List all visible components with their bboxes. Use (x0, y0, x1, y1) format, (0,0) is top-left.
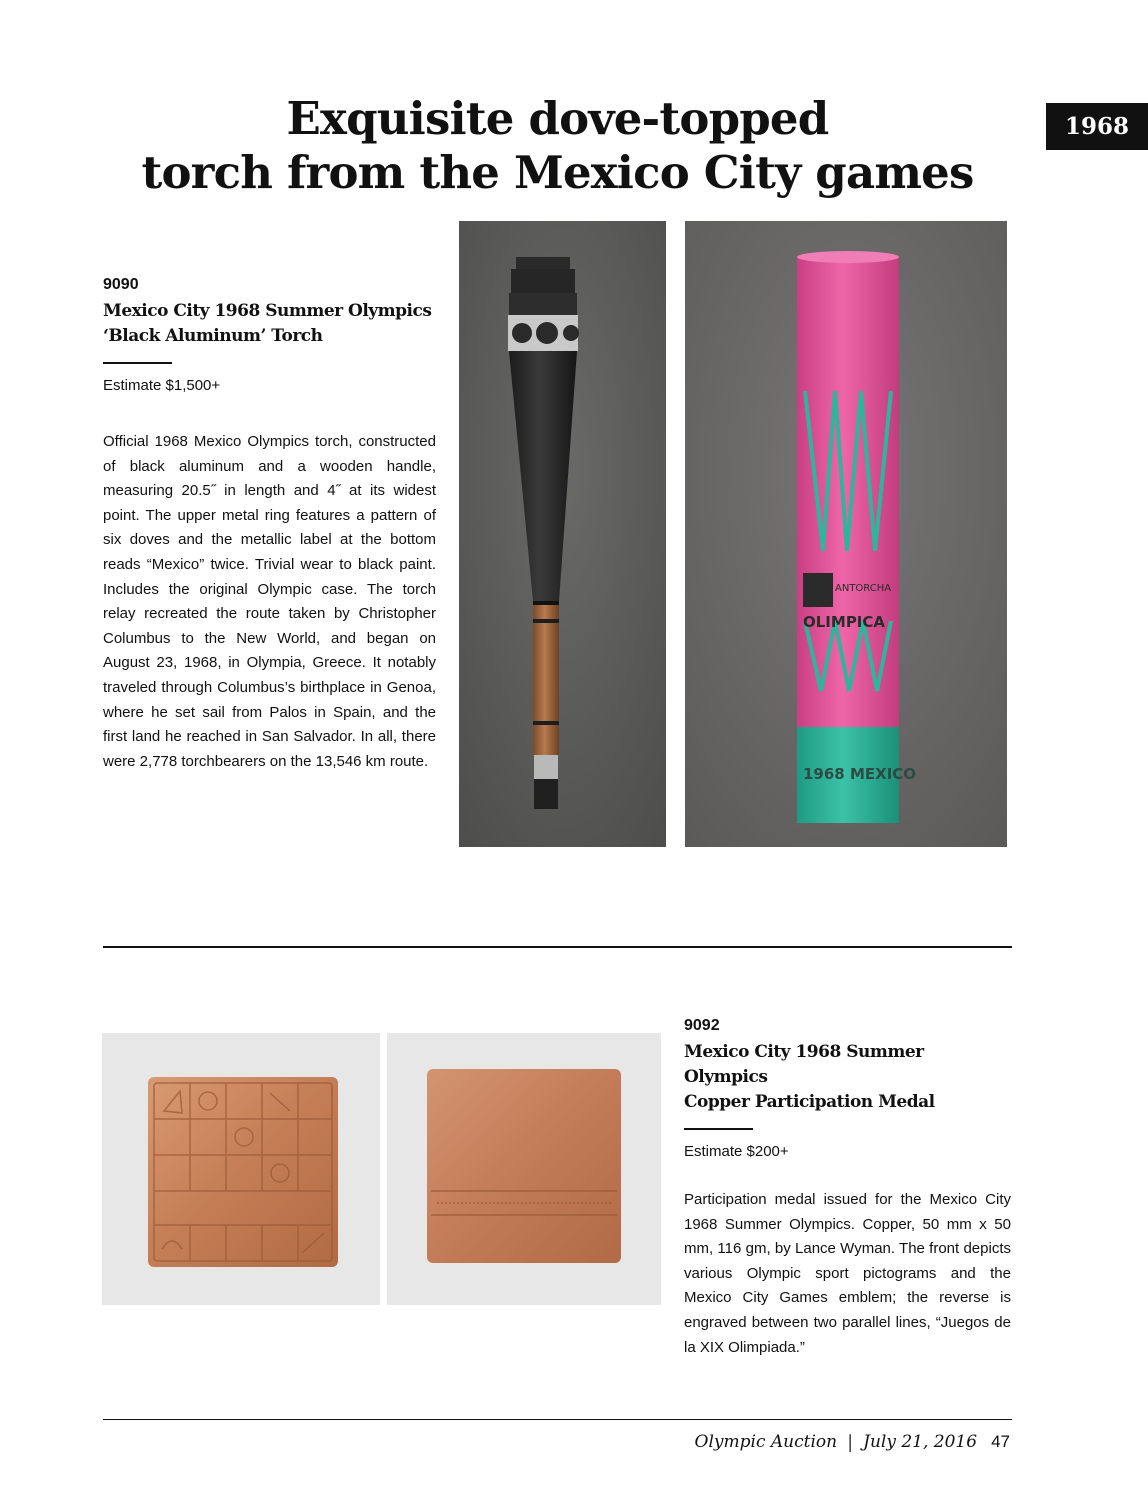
torch-case-illustration (685, 221, 1007, 847)
page-number: 47 (991, 1432, 1010, 1451)
lot-9090 (103, 275, 436, 774)
lot-number: 9092 (684, 1017, 720, 1034)
medal-back-photo (387, 1033, 661, 1305)
footer-date: July 21, 2016 (863, 1432, 978, 1452)
lot-title-line-1: Mexico City 1968 Summer Olympics (103, 301, 432, 321)
lot-title (684, 1040, 1011, 1115)
lot-title (103, 299, 436, 349)
lot-title-line-2: ‘Black Aluminum’ Torch (103, 326, 323, 346)
page-title (130, 92, 985, 200)
section-divider (103, 946, 1012, 948)
lot-estimate: Estimate $200+ (684, 1143, 789, 1160)
case-bottom-label: 1968 MEXICO (803, 765, 917, 783)
footer-divider (103, 1419, 1012, 1420)
title-divider (103, 362, 172, 364)
page-title-line-1: Exquisite dove-topped (286, 92, 829, 145)
title-divider (684, 1128, 753, 1130)
case-label-line-1: ANTORCHA (835, 583, 892, 594)
torch-case-photo (685, 221, 1007, 847)
footer-separator: | (847, 1431, 854, 1453)
page-footer (695, 1430, 1010, 1454)
lot-description: Official 1968 Mexico Olympics torch, constructed of black aluminum and a wooden handle, measuring 20.5˝ in length and 4˝ at its widest point. The upper metal ring features a pattern of six doves and the metallic label at the bottom reads “Mexico” twice. Trivial wear to black paint. Includes the original Olympic case. The torch relay recreated the route taken by Christopher Columbus to the New World, and began on August 23, 1968, in Olympia, Greece. It notably traveled through Columbus’s birthplace in Genoa, where he set sail from Palos in Spain, and the first land he reached in San Salvador. In all, there were 2,778 torchbearers on the 13,546 km route. (103, 433, 436, 770)
case-label-line-2: OLIMPICA (803, 613, 886, 631)
lot-estimate: Estimate $1,500+ (103, 377, 221, 394)
footer-publication: Olympic Auction (694, 1432, 838, 1452)
torch-photo (459, 221, 666, 847)
lot-number: 9090 (103, 276, 139, 293)
page-title-line-2: torch from the Mexico City games (141, 146, 974, 199)
lot-title-line-1: Mexico City 1968 Summer Olympics (684, 1042, 924, 1087)
lot-9092 (684, 1016, 1011, 1360)
medal-front-photo (102, 1033, 380, 1305)
medal-back-illustration (387, 1033, 661, 1305)
torch-illustration (459, 221, 666, 847)
lot-title-line-2: Copper Participation Medal (684, 1092, 935, 1112)
lot-description: Participation medal issued for the Mexico City 1968 Summer Olympics. Copper, 50 mm x 50 mm, 116 gm, by Lance Wyman. The front depicts various Olympic sport pictograms and the Mexico City Games emblem; the reverse is engraved between two parallel lines, “Juegos de la XIX Olimpiada.” (684, 1191, 1011, 1356)
medal-front-illustration (102, 1033, 380, 1305)
year-tab: 1968 (1046, 103, 1148, 150)
